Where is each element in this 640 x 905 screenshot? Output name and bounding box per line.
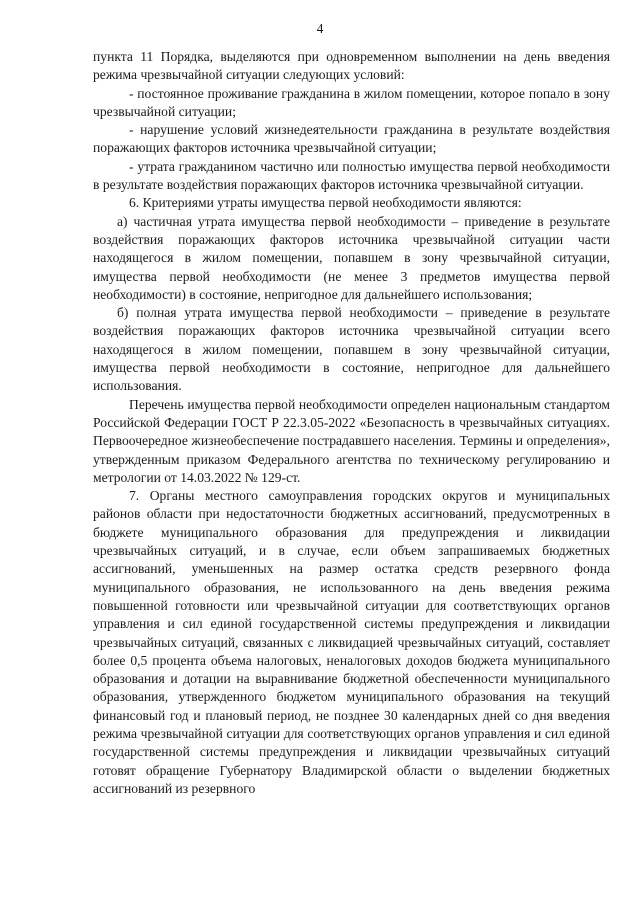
document-body	[93, 48, 610, 798]
page-number: 4	[316, 21, 324, 36]
paragraph-section-7: 7. Органы местного самоуправления городских округов и муниципальных районов области при недостаточности бюджетных ассигнований, предусмотренных в бюджете муниципального образования для предупреждения и ликвидации чрезвычайных ситуаций, и в случае, если объем запрашиваемых бюджетных ассигнований, уменьшенных на размер остатка средств резервного фонда муниципального образования, не использованного на день введения режима повышенной готовности или чрезвычайной ситуации для соответствующих органов управления и сил единой государственной системы предупреждения и ликвидации чрезвычайных ситуаций, связанных с ликвидацией чрезвычайных ситуаций, составляет более 0,5 процента объема налоговых, неналоговых доходов бюджета муниципального образования и дотации на выравнивание бюджетной обеспеченности муниципального образования, утвержденного бюджетом муниципального образования на текущий финансовый год и плановый период, не позднее 30 календарных дней со дня введения режима чрезвычайной ситуации для соответствующих органов управления и сил единой государственной системы предупреждения и ликвидации чрезвычайных ситуаций готовят обращение Губернатору Владимирской области о выделении бюджетных ассигнований из резервного	[93, 488, 610, 796]
paragraph-section-6: 6. Критериями утраты имущества первой необходимости являются:	[129, 195, 522, 211]
list-item-residence: - постоянное проживание гражданина в жилом помещении, которое попало в зону чрезвычайной ситуации;	[93, 85, 610, 119]
paragraph-property-list: Перечень имущества первой необходимости определен национальным стандартом Российской Федерации ГОСТ Р 22.3.05-2022 «Безопасность в чрезвычайных ситуациях. Первоочередное жизнеобеспечение пострадавшего населения. Термины и определения», утвержденным приказом Федерального агентства по техническому регулированию и метрологии от 14.03.2022 № 129-ст.	[93, 396, 610, 485]
list-item-property-loss: - утрата гражданином частично или полностью имущества первой необходимости в результате воздействия поражающих факторов источника чрезвычайной ситуации.	[93, 158, 610, 193]
paragraph-conditions-intro: пункта 11 Порядка, выделяются при одновременном выполнении на день введения режима чрезвычайной ситуации следующих условий:	[93, 49, 610, 83]
paragraph-full-loss: б) полная утрата имущества первой необходимости – приведение в результате воздействия поражающих факторов источника чрезвычайной ситуации всего находящегося в жилом помещении, попавшем в зону чрезвычайной ситуации, имущества первой необходимости в состояние, непригодное для дальнейшего использования.	[93, 305, 610, 394]
list-item-living-conditions: - нарушение условий жизнедеятельности гражданина в результате воздействия поражающих факторов источника чрезвычайной ситуации;	[93, 122, 610, 156]
paragraph-partial-loss: а) частичная утрата имущества первой необходимости – приведение в результате воздействия поражающих факторов источника чрезвычайной ситуации части находящегося в жилом помещении, попавшем в зону чрезвычайной ситуации, имущества первой необходимости (не менее 3 предметов имущества первой необходимости) в состояние, непригодное для дальнейшего использования;	[93, 213, 610, 302]
